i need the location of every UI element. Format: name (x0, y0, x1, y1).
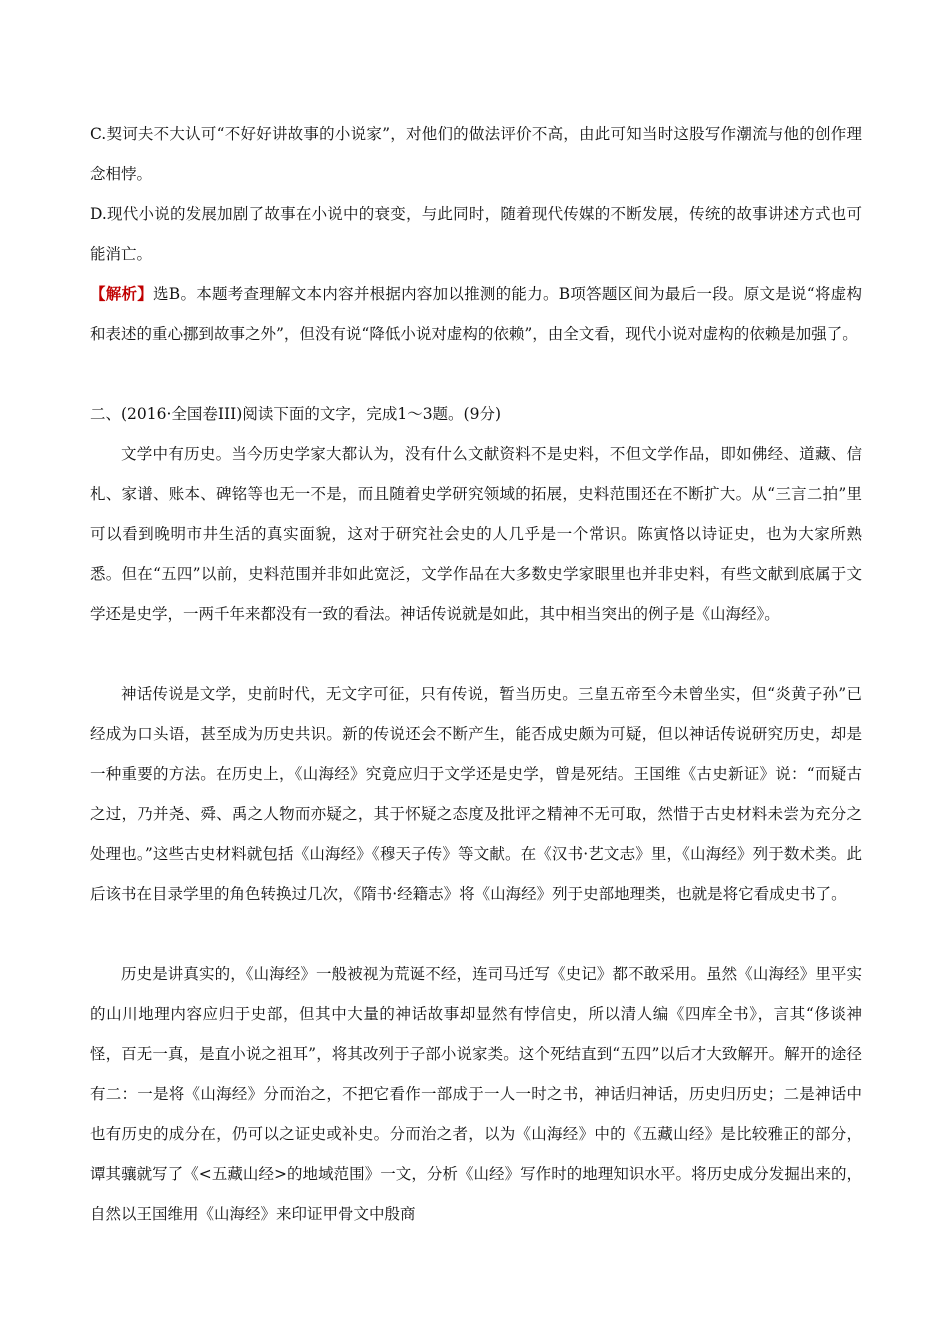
option-c: C.契诃夫不大认可“不好好讲故事的小说家”，对他们的做法评价不高，由此可知当时这股写作潮流与他的创作理念相悖。 (90, 125, 862, 183)
analysis-paragraph (90, 274, 862, 354)
passage-paragraph-3: 历史是讲真实的，《山海经》一般被视为荒诞不经，连司马迁写《史记》都不敢采用。虽然《山海经》里平实的山川地理内容应归于史部，但其中大量的神话故事却显然有悖信史，所以清人编《四库全书》，言其“侈谈神怪，百无一真，是直小说之祖耳”，将其改列于子部小说家类。这个死结直到“五四”以后才大致解开。解开的途径有二：一是将《山海经》分而治之，不把它看作一部成于一人一时之书，神话归神话，历史归历史；二是神话中也有历史的成分在，仍可以之证史或补史。分而治之者，以为《山海经》中的《五藏山经》是比较雅正的部分，谭其骧就写了《<五藏山经>的地域范围》一文，分析《山经》写作时的地理知识水平。将历史成分发掘出来的，自然以王国维用《山海经》来印证甲骨文中殷商 (90, 965, 862, 1223)
analysis-text: 选B。本题考查理解文本内容并根据内容加以推测的能力。B项答题区间为最后一段。原文是说“将虚构和表述的重心挪到故事之外”，但没有说“降低小说对虚构的依赖”，由全文看，现代小说对虚构的依赖是加强了。 (90, 285, 862, 343)
passage-paragraph-1: 文学中有历史。当今历史学家大都认为，没有什么文献资料不是史料，不但文学作品，即如佛经、道藏、信札、家谱、账本、碑铭等也无一不是，而且随着史学研究领域的拓展，史料范围还在不断扩大。从“三言二拍”里可以看到晚明市井生活的真实面貌，这对于研究社会史的人几乎是一个常识。陈寅恪以诗证史，也为大家所熟悉。但在“五四”以前，史料范围并非如此宽泛，文学作品在大多数史学家眼里也并非史料，有些文献到底属于文学还是史学，一两千年来都没有一致的看法。神话传说就是如此，其中相当突出的例子是《山海经》。 (90, 445, 862, 623)
section-heading: 二、(2016·全国卷III)阅读下面的文字，完成1～3题。(9分) (90, 405, 502, 423)
analysis-tag: 【解析】 (90, 284, 154, 303)
passage-paragraph-2: 神话传说是文学，史前时代，无文字可征，只有传说，暂当历史。三皇五帝至今未曾坐实，但“炎黄子孙”已经成为口头语，甚至成为历史共识。新的传说还会不断产生，能否成史颇为可疑，但以神话传说研究历史，却是一种重要的方法。在历史上，《山海经》究竟应归于文学还是史学，曾是死结。王国维《古史新证》说：“而疑古之过，乃并尧、舜、禹之人物而亦疑之，其于怀疑之态度及批评之精神不无可取，然惜于古史材料未尝为充分之处理也。”这些古史材料就包括《山海经》《穆天子传》等文献。在《汉书·艺文志》里，《山海经》列于数术类。此后该书在目录学里的角色转换过几次，《隋书·经籍志》将《山海经》列于史部地理类，也就是将它看成史书了。 (90, 685, 862, 903)
option-d: D.现代小说的发展加剧了故事在小说中的衰变，与此同时，随着现代传媒的不断发展，传统的故事讲述方式也可能消亡。 (90, 205, 862, 263)
